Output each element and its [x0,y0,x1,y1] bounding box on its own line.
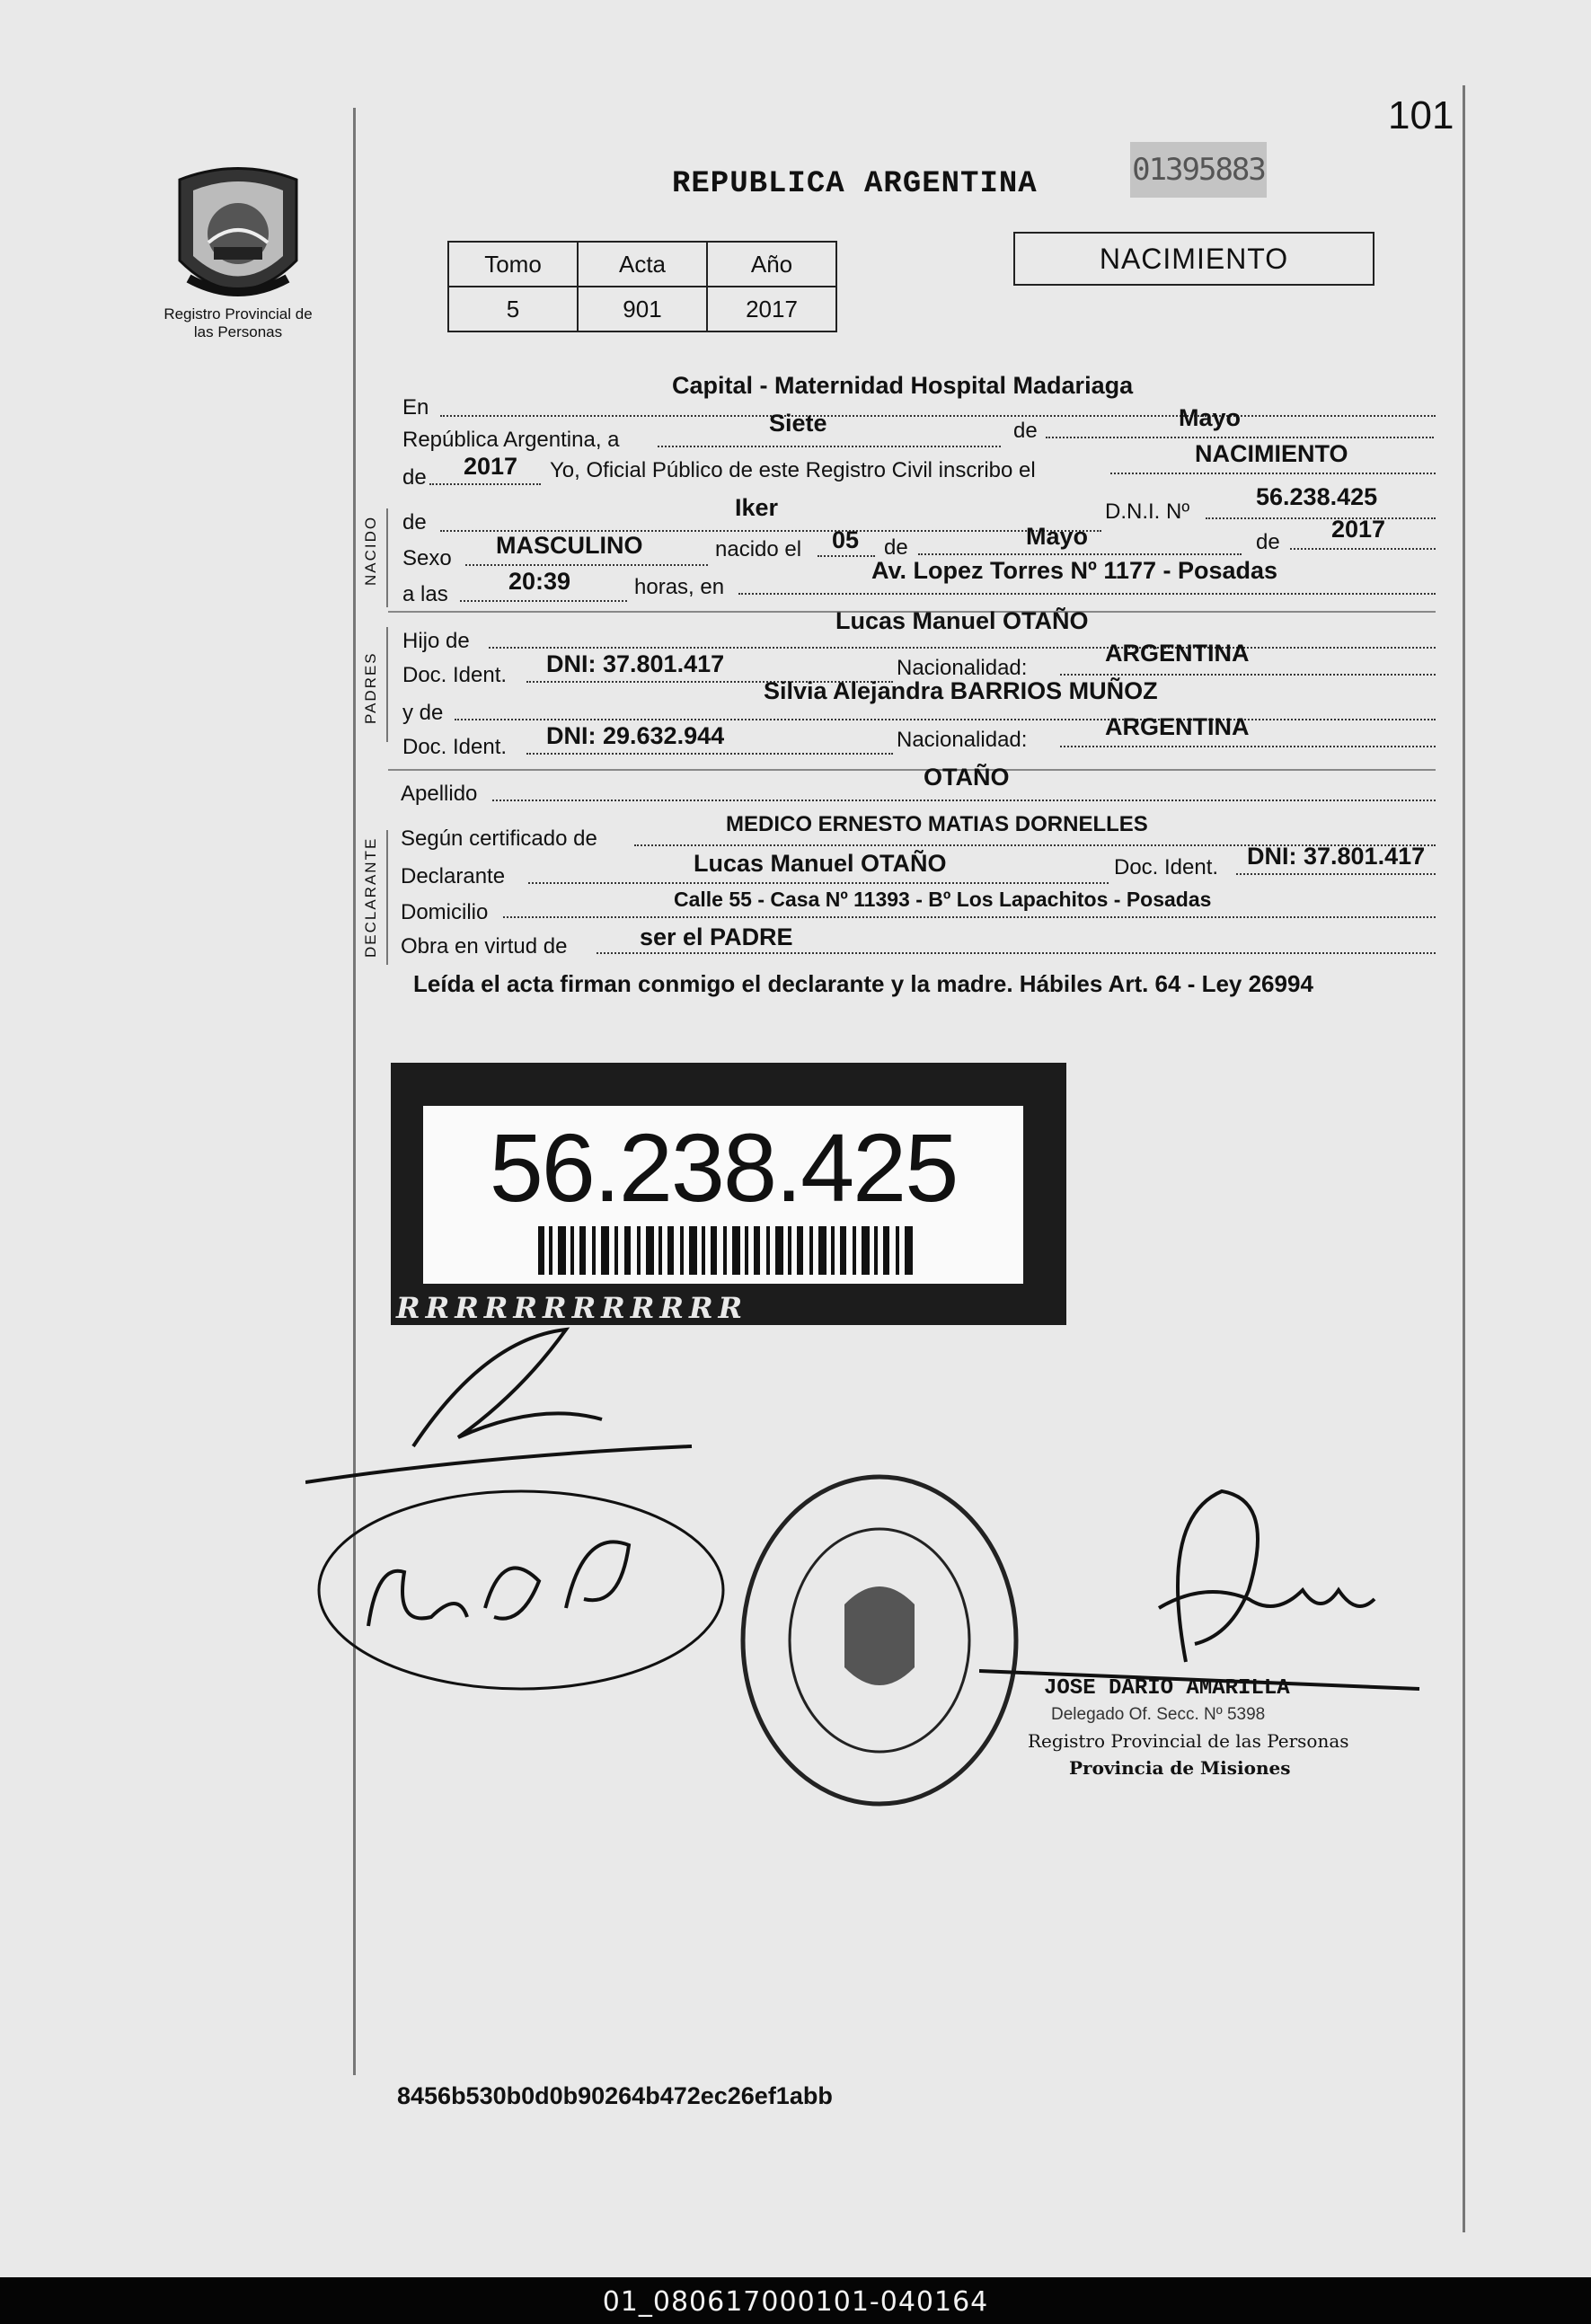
nacido-anio-de-label: de [1256,530,1280,554]
official-title: Delegado Of. Secc. Nº 5398 [1051,1705,1266,1724]
registry-header-anio: Año [707,242,836,287]
apellido-label: Apellido [401,782,478,806]
footer-bar [0,2277,1591,2324]
padre-value: Lucas Manuel OTAÑO [835,607,1089,634]
obra-value: ser el PADRE [640,923,793,950]
declarante-doc-value: DNI: 37.801.417 [1247,843,1426,870]
registry-tomo: 5 [448,287,578,331]
dia-value: Siete [769,410,827,437]
declarante-line [528,882,1109,884]
madre-nac-line [1060,746,1436,747]
crest-caption: Registro Provincial de las Personas [164,305,313,340]
dni-value: 56.238.425 [1256,483,1378,510]
anio-line [429,483,541,485]
right-margin-line [1463,85,1465,2232]
madre-doc-value: DNI: 29.632.944 [546,722,725,749]
declarante-label: Declarante [401,864,506,888]
province-crest-icon [162,162,314,314]
section-label-padres: PADRES [362,651,379,724]
section-divider-declarante [386,830,388,965]
hora-value: 20:39 [508,568,571,595]
en-value: Capital - Maternidad Hospital Madariaga [672,372,1134,399]
nacido-anio-line [1290,548,1436,550]
sexo-line [465,564,708,566]
footer-file-id: 01_080617000101-040164 [602,2286,989,2318]
padres-divider [388,769,1436,771]
dni-sticker-panel [423,1106,1023,1284]
section-label-declarante: DECLARANTE [362,836,379,958]
declarante-doc-line [1236,873,1436,875]
alas-label: a las [402,582,448,606]
padre-nac-label: Nacionalidad: [897,656,1028,680]
apellido-line [492,800,1436,801]
declarante-value: Lucas Manuel OTAÑO [694,850,947,877]
yde-label: y de [402,701,444,725]
nacido-dia-line [818,555,875,557]
hijo-label: Hijo de [402,629,470,653]
dni-sticker-number: 56.238.425 [489,1113,958,1222]
serial-number: 01395883 [1130,142,1267,198]
madre-nac-value: ARGENTINA [1105,713,1250,740]
official-signature-icon [979,1482,1428,1698]
official-name: JOSE DARIO AMARILLA [1044,1676,1290,1701]
nombre-value: Iker [735,494,779,521]
official-org: Registro Provincial de las Personas [1028,1730,1349,1752]
dni-line [1206,517,1436,519]
nacido-dia: 05 [832,526,860,553]
domicilio-line [503,916,1436,918]
sexo-label: Sexo [402,546,452,570]
anio-value: 2017 [464,453,518,480]
sexo-value: MASCULINO [496,532,643,559]
inscribo-line [1110,473,1436,474]
registry-acta: 901 [578,287,707,331]
domicilio-value: Calle 55 - Casa Nº 11393 - Bº Los Lapachitos - Posadas [674,888,1212,911]
republica-de-label: de [1013,419,1038,443]
declarante-doc-label: Doc. Ident. [1114,855,1219,879]
en-label: En [402,395,429,420]
padre-line [489,647,1436,649]
dia-line [658,446,1001,447]
madre-line [455,719,1436,720]
madre-value: Silvia Alejandra BARRIOS MUÑOZ [764,677,1158,704]
folio-number: 101 [1388,93,1454,137]
nacido-mes: Mayo [1026,523,1089,550]
document-hash: 8456b530b0d0b90264b472ec26ef1abb [397,2082,833,2109]
dni-sticker [391,1063,1066,1325]
mes-value: Mayo [1179,404,1242,431]
dni-label: D.N.I. Nº [1105,499,1190,524]
obra-line [597,952,1436,954]
inscribo-value: NACIMIENTO [1195,440,1348,467]
left-margin-line [353,108,356,2075]
section-divider-padres [386,627,388,742]
oficial-text: Yo, Oficial Público de este Registro Civil inscribo el [550,458,1036,482]
registry-header-tomo: Tomo [448,242,578,287]
segun-value: MEDICO ERNESTO MATIAS DORNELLES [726,812,1148,836]
nacido-anio: 2017 [1331,516,1386,543]
closing-statement: Leída el acta firman conmigo el declarante y la madre. Hábiles Art. 64 - Ley 26994 [413,970,1313,997]
registry-table [447,241,837,332]
section-divider-nacido [386,508,388,607]
padre-nac-line [1060,674,1436,676]
padre-nac-value: ARGENTINA [1105,640,1250,667]
anio-de-label: de [402,465,427,490]
republic-title: REPUBLICA ARGENTINA [672,167,1038,201]
segun-label: Según certificado de [401,826,597,851]
horas-label: horas, en [634,575,725,599]
mes-line [1046,437,1434,438]
dni-sticker-strip: RRRRRRRRRRRR [396,1291,748,1325]
madre-doc-label: Doc. Ident. [402,735,508,759]
madre-doc-line [526,753,893,755]
section-label-nacido: NACIDO [362,515,379,586]
madre-signature-icon [314,1473,764,1707]
registry-anio: 2017 [707,287,836,331]
lugar-value: Av. Lopez Torres Nº 1177 - Posadas [871,557,1278,584]
document-type-box: NACIMIENTO [1013,232,1374,286]
apellido-value: OTAÑO [924,764,1010,791]
nacido-de-label: de [884,535,908,560]
obra-label: Obra en virtud de [401,934,568,959]
republica-label: República Argentina, a [402,428,620,452]
madre-nac-label: Nacionalidad: [897,728,1028,752]
nombre-de-label: de [402,510,427,535]
nacido-mes-line [918,553,1242,555]
lugar-line [738,593,1436,595]
registry-header-acta: Acta [578,242,707,287]
domicilio-label: Domicilio [401,900,489,924]
nacido-label: nacido el [715,537,802,561]
barcode-icon [538,1226,915,1275]
padre-doc-label: Doc. Ident. [402,663,508,687]
official-province: Provincia de Misiones [1069,1757,1291,1779]
padre-doc-value: DNI: 37.801.417 [546,650,725,677]
hora-line [460,600,627,602]
en-line [440,415,1436,417]
